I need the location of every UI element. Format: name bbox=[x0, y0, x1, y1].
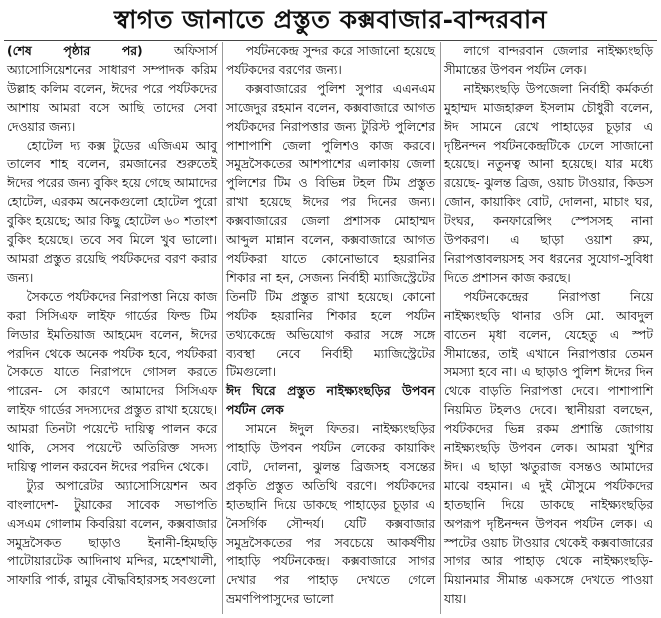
paragraph: পর্যটনকেন্দ্র সুন্দর করে সাজানো হয়েছে পর্যটকদের বরণের জন্য। bbox=[226, 44, 435, 77]
headline: স্বাগত জানাতে প্রস্তুত কক্সবাজার-বান্দরবান bbox=[4, 0, 657, 41]
column-1 bbox=[4, 42, 220, 614]
paragraph: সৈকতে পর্যটকদের নিরাপত্তা নিয়ে কাজ করা সিসিএফ লাইফ গার্ডের ফিল্ড টিম লিডার ইমতিয়াজ আহমেদ বলেন, ঈদের পরদিন থেকে অনেক পর্যটক হবে, পর্যটকরা সৈকতে যাতে নিরাপদে গোসল করতে পারেন- সে কারণে আমাদের সিসিএফ লাইফ গার্ডের সদস্যদের প্রস্তুত রাখা হয়েছে। আমরা তিনটা পয়েন্টে দায়িত্ব পালন করে থাকি, সেসব পয়েন্টে অতিরিক্ত সদস্য দায়িত্ব পালন করবেন ঈদের পরদিন থেকে। bbox=[7, 289, 217, 474]
paragraph: লাগে বান্দরবান জেলার নাইক্ষ্যংছড়ি সীমান্তের উপবন পর্যটন লেক। bbox=[444, 44, 653, 77]
subheading: ঈদ ঘিরে প্রস্তুত নাইক্ষ্যংছড়ির উপবন পর্যটন লেক bbox=[226, 383, 435, 418]
paragraph: সামনে ঈদুল ফিতর। নাইক্ষ্যংছড়ির পাহাড়ি উপবন পর্যটন লেকের কায়াকিং বোট, দোলনা, ঝুলন্ত ব্রিজসহ বসন্তের প্রকৃতি প্রস্তুত অতিথি বরণে। পর্যটকদের হাতছানি দিয়ে ডাকছে পাহাড়ের চূড়ার এ নৈসর্গিক সৌন্দর্য। যেটি কক্সবাজার সমুদ্রসৈকতের পর সবচেয়ে আকর্ষণীয় পাহাড়ি পর্যটনকেন্দ্র। কক্সবাজারে সাগর দেখার পর পাহাড় দেখতে গেলে ভ্রমণপিপাসুদের ভালো bbox=[226, 422, 435, 607]
column-2 bbox=[222, 42, 438, 614]
paragraph: ট্যুর অপারেটর অ্যাসোসিয়েশন অব বাংলাদেশ- টুয়াকের সাবেক সভাপতি এসএম গোলাম কিবরিয়া বলেন, কক্সবাজার সমুদ্রসৈকত ছাড়াও ইনানী-হিমছড়ি পাটোয়ারটেক আদিনাথ মন্দির, মহেশখালী, সাফারি পার্ক, রামুর বৌদ্ধবিহারসহ সবগুলো bbox=[7, 478, 217, 588]
paragraph: নাইক্ষ্যংছড়ি উপজেলা নির্বাহী কর্মকর্তা মুহাম্মদ মাজহারুল ইসলাম চৌধুরী বলেন, ঈদ সামনে রেখে পাহাড়ের চূড়ার এ দৃষ্টিনন্দন পর্যটনকেন্দ্রটিকে ঢেলে সাজানো হয়েছে। নতুনত্ব আনা হয়েছে। যার মধ্যে রয়েছে- ঝুলন্ত ব্রিজ, ওয়াচ টাওয়ার, কিডস জোন, কায়াকিং বোট, দোলনা, মাচাং ঘর, টংঘর, কনফারেন্সিং স্পেসসহ নানা উপকরণ। এ ছাড়া ওয়াশ রুম, নিরাপত্তাবলয়সহ সব ধরনের সুযোগ-সুবিধা দিতে প্রশাসন কাজ করছে। bbox=[444, 81, 653, 285]
paragraph bbox=[7, 42, 217, 137]
paragraph: কক্সবাজারের পুলিশ সুপার এএনএম সাজেদুর রহমান বলেন, কক্সবাজারে আগত পর্যটকদের নিরাপত্তার জন্য টুরিস্ট পুলিশের পাশাপাশি জেলা পুলিশও কাজ করবে। সমুদ্রসৈকতের আশপাশের এলাকায় জেলা পুলিশের টিম ও বিভিন্ন টহল টিম প্রস্তুত রাখা হয়েছে ঈদের পর দিনের জন্য। কক্সবাজারের জেলা প্রশাসক মোহাম্মদ আব্দুল মান্নান বলেন, কক্সবাজারে আগত পর্যটকরা যাতে কোনোভাবে হয়রানির শিকার না হন, সেজন্য নির্বাহী ম্যাজিস্ট্রেটের তিনটি টিম প্রস্তুত রাখা হয়েছে। কোনো পর্যটক হয়রানির শিকার হলে পর্যটন তথ্যকেন্দ্রে অভিযোগ করার সঙ্গে সঙ্গে ব্যবস্থা নেবে নির্বাহী ম্যাজিস্ট্রেটের টিমগুলো। bbox=[226, 81, 435, 380]
article-columns bbox=[4, 42, 657, 614]
paragraph: পর্যটনকেন্দ্রের নিরাপত্তা নিয়ে নাইক্ষ্যংছড়ি থানার ওসি মো. আবদুল বাতেন মৃধা বলেন, যেহেতু এ স্পট সীমান্তের, তাই এখানে নিরাপত্তার তেমন সমস্যা হবে না। এ ছাড়াও পুলিশ ঈদের দিন থেকে বাড়তি নিরাপত্তা দেবে। পাশাপাশি নিয়মিত টহলও দেবে। স্থানীয়রা বলছেন, পর্যটকদের ভিন্ন রকম প্রশান্তি জোগায় নাইক্ষ্যংছড়ি উপবন লেক। আমরা খুশির ঈদ। এ ছাড়া ঋতুরাজ বসন্তও আমাদের মাঝে বহমান। এ দুই মৌসুমে পর্যটকদের হাতছানি দিয়ে ডাকছে নাইক্ষ্যংছড়ির অপরূপ দৃষ্টিনন্দন উপবন পর্যটন লেক। এ স্পটের ওয়াচ টাওয়ার থেকেই কক্সবাজারের সাগর আর পাহাড় থেকে নাইক্ষ্যংছড়ি-মিয়ানমার সীমান্ত একসঙ্গে দেখতে পাওয়া যায়। bbox=[444, 289, 653, 607]
column-3 bbox=[440, 42, 656, 614]
paragraph-text: অফিসার্স অ্যাসোসিয়েশনের সাধারণ সম্পাদক করিম উল্লাহ কলিম বলেন, ঈদের পরে পর্যটকদের আশায় আমরা বসে আছি তাদের সেবা দেওয়ার জন্য। bbox=[7, 44, 217, 134]
continued-from-marker: (শেষ পৃষ্ঠার পর) bbox=[7, 44, 143, 58]
paragraph: হোটেল দ্য কক্স টুডের এজিএম আবু তালেব শাহ বলেন, রমজানের শুরুতেই ঈদের পরের জন্য বুকিং হয়ে গেছে আমাদের হোটেল, এরকম অনেকগুলো হোটেল পুরো বুকিং হয়েছে; আর কিছু হোটেল ৬০ শতাংশ বুকিং হয়েছে। তবে সব মিলে খুব ভালো। আমরা প্রস্তুত রয়েছি পর্যটকদের বরণ করার জন্য। bbox=[7, 138, 217, 285]
